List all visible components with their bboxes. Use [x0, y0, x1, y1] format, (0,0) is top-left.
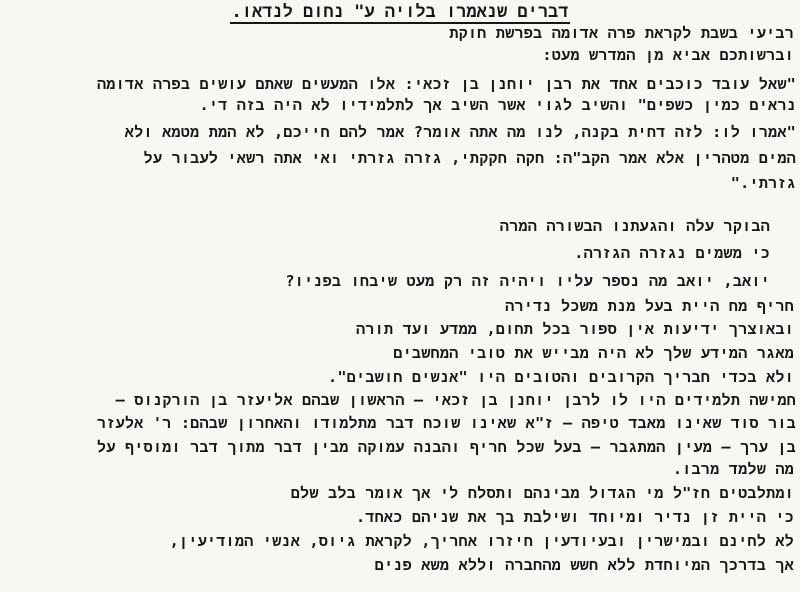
text-line-11: חריף מח היית בעל מנת משכל נדירה	[505, 297, 794, 315]
text-line-10: יואב, יואב מה נספר עליו ויהיה זה רק מעט שיבחו בפניו?	[285, 272, 770, 290]
text-line-9: כי משמים נגזרה הגזרה.	[574, 244, 770, 262]
text-line-5: "אמרו לו: לזה דחית בקנה, לנו מה אתה אומר? אמר להם חייכם, לא המת מטמא ולא	[124, 123, 796, 141]
text-line-1: רביעי בשבת לקראת פרה אדומה בפרשת חוקת	[449, 24, 794, 42]
text-line-12: ובאוצרך ידיעות אין ספור בכל תחום, ממדע ועד תורה	[355, 320, 794, 338]
document-title: דברים שנאמרו בלויה ע" נחום לנדאו.	[231, 2, 569, 22]
text-line-17: בן ערך – מעין המתגבר – בעל שכל חריף והבנה עמוקה מבין דבר מתוך דבר ומוסיף על	[96, 438, 796, 456]
text-line-13: מאגר המידע שלך לא היה מבייש את טובי המחשבים	[393, 344, 794, 362]
text-line-18: מה שלמד מרבו.	[672, 460, 794, 478]
text-line-7: גזרתי."	[730, 174, 796, 192]
text-line-22: אך בדרכך המיוחדת ללא חשש מהחברה וללא משא פנים	[374, 556, 794, 574]
text-line-20: כי היית זן נדיר ומיוחד ושילבת בך את שניהם כאחד.	[355, 508, 794, 526]
text-line-14: ולא בכדי חבריך הקרובים והטובים היו "אנשים חושבים".	[328, 368, 794, 386]
text-line-2: וברשותכם אביא מן המדרש מעט:	[542, 46, 794, 64]
document-title-wrapper	[0, 2, 800, 23]
text-line-15: חמישה תלמידים היו לו לרבן יוחנן בן זכאי – הראשון שבהם אליעזר בן הורקנוס –	[115, 391, 796, 409]
text-line-19: ומתלבטים חז"ל מי הגדול מבינהם ותסלח לי אך אומר בלב שלם	[290, 484, 794, 502]
text-line-6: המים מטהרין אלא אמר הקב"ה: חקה חקקתי, גזרה גזרתי ואי אתה רשאי לעבור על	[143, 149, 796, 167]
text-line-8: הבוקר עלה והגעתנו הבשורה המרה	[499, 217, 770, 235]
text-line-21: לא לחינם ובמישרין ובעיודעין חיזרו אחריך, לקראת גיוס, אנשי המודיעין,	[169, 532, 794, 550]
text-line-16: בור סוד שאינו מאבד טיפה – ז"א שאינו שוכח דבר מתלמודו והאחרון שבהם: ר' אלעזר	[96, 414, 796, 432]
text-line-4: נראים כמין כשפים" והשיב לגוי אשר השיב אך לתלמידיו לא היה בזה די.	[199, 96, 796, 114]
text-line-3: "שאל עובד כוכבים אחד את רבן יוחנן בן זכאי: אלו המעשים שאתם עושים בפרה אדומה	[96, 75, 796, 93]
